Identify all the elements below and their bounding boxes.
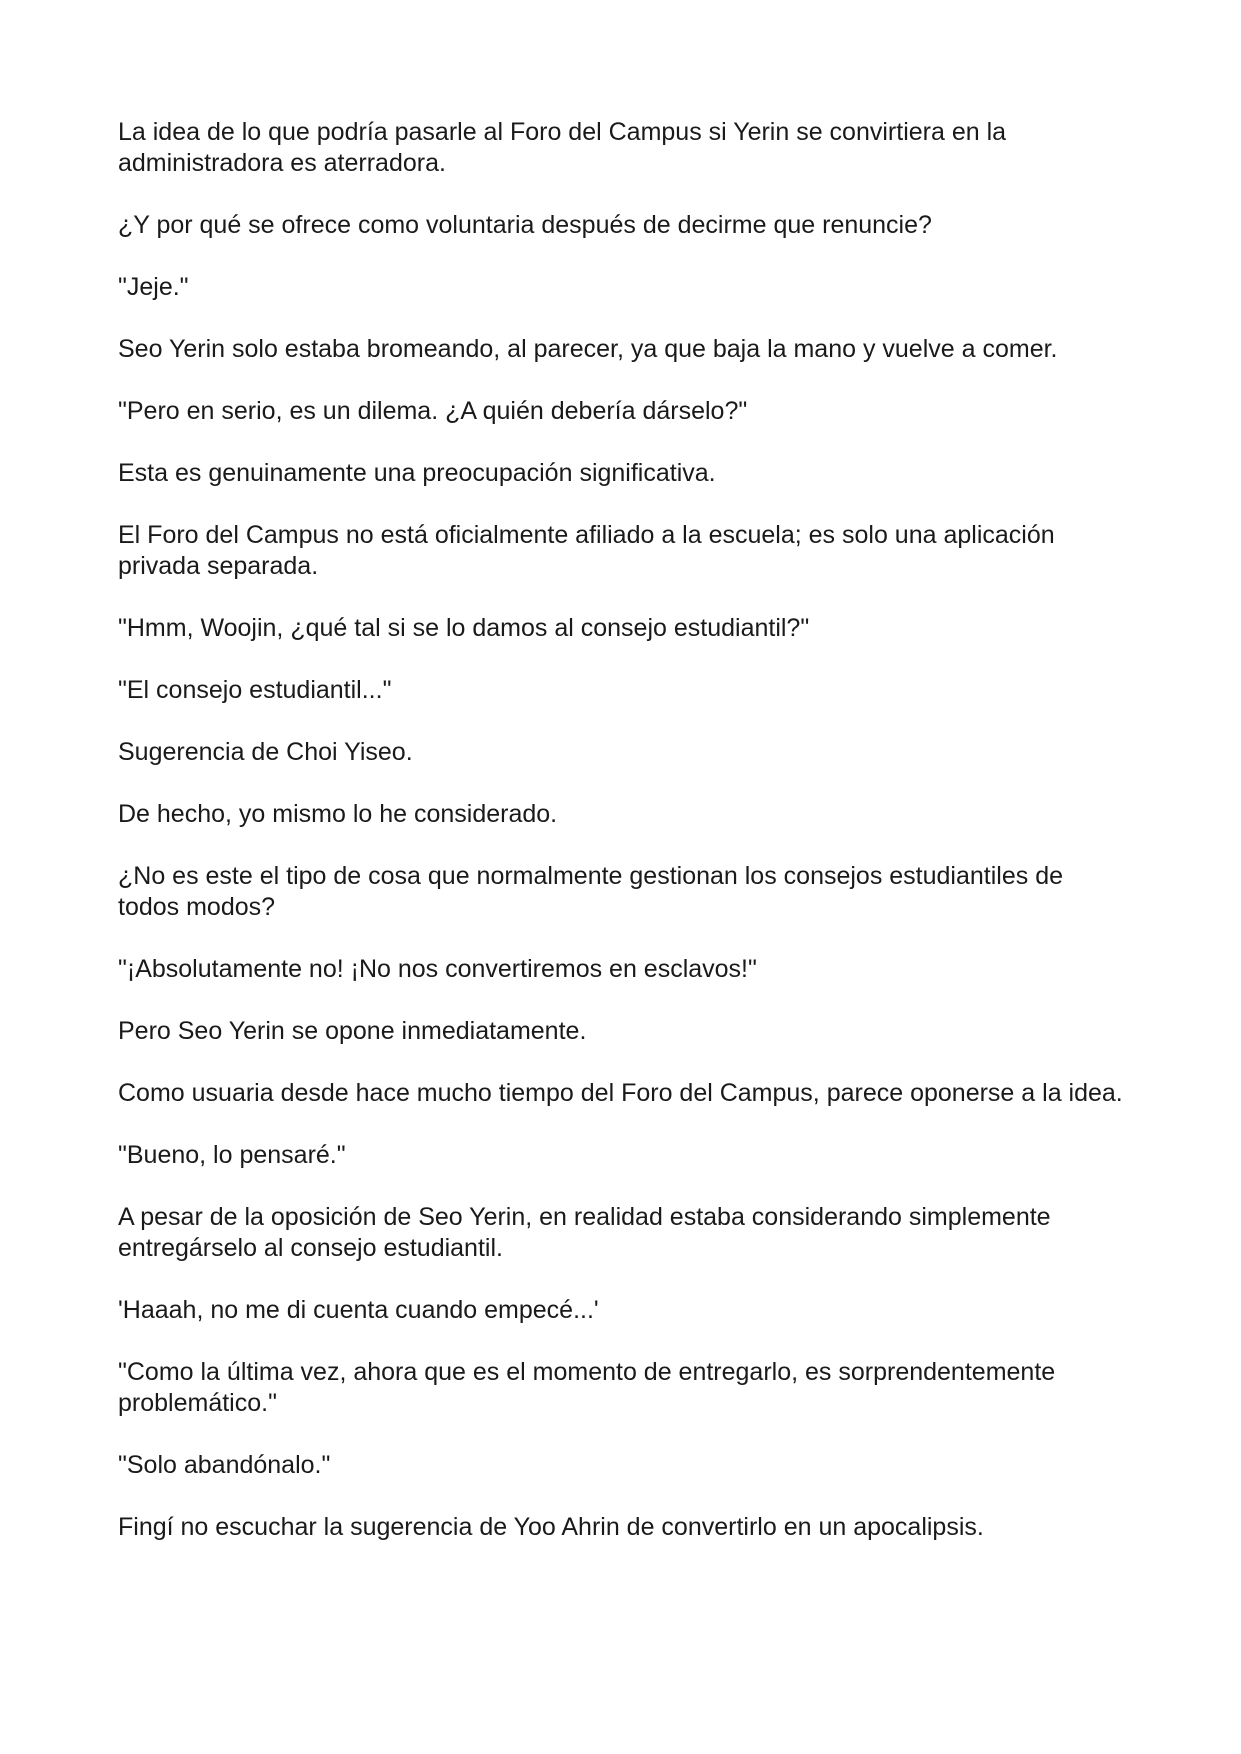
paragraph: El Foro del Campus no está oficialmente afiliado a la escuela; es solo una aplicación privada separada. <box>118 521 1055 580</box>
paragraph: Seo Yerin solo estaba bromeando, al parecer, ya que baja la mano y vuelve a comer. <box>118 335 1058 363</box>
paragraph: ¿Y por qué se ofrece como voluntaria después de decirme que renuncie? <box>118 211 932 239</box>
paragraph: Esta es genuinamente una preocupación significativa. <box>118 459 716 487</box>
paragraph: Fingí no escuchar la sugerencia de Yoo Ahrin de convertirlo en un apocalipsis. <box>118 1513 984 1541</box>
paragraph: 'Haaah, no me di cuenta cuando empecé...' <box>118 1296 599 1324</box>
paragraph: "¡Absolutamente no! ¡No nos convertiremos en esclavos!" <box>118 955 757 983</box>
paragraph: "Solo abandónalo." <box>118 1451 331 1479</box>
paragraph: Como usuaria desde hace mucho tiempo del Foro del Campus, parece oponerse a la idea. <box>118 1079 1123 1107</box>
paragraph: Pero Seo Yerin se opone inmediatamente. <box>118 1017 587 1045</box>
document-body <box>118 117 1128 1574</box>
paragraph: "Como la última vez, ahora que es el momento de entregarlo, es sorprendentemente problemático." <box>118 1358 1056 1417</box>
paragraph: La idea de lo que podría pasarle al Foro del Campus si Yerin se convirtiera en la administradora es aterradora. <box>118 118 1007 177</box>
paragraph: Sugerencia de Choi Yiseo. <box>118 738 413 766</box>
paragraph: "Jeje." <box>118 273 189 301</box>
paragraph: "Bueno, lo pensaré." <box>118 1141 346 1169</box>
paragraph: "Hmm, Woojin, ¿qué tal si se lo damos al consejo estudiantil?" <box>118 614 810 642</box>
paragraph: "Pero en serio, es un dilema. ¿A quién debería dárselo?" <box>118 397 748 425</box>
paragraph: A pesar de la oposición de Seo Yerin, en realidad estaba considerando simplemente entregárselo al consejo estudiantil. <box>118 1203 1051 1262</box>
paragraph: "El consejo estudiantil..." <box>118 676 392 704</box>
paragraph: De hecho, yo mismo lo he considerado. <box>118 800 558 828</box>
paragraph: ¿No es este el tipo de cosa que normalmente gestionan los consejos estudiantiles de todos modos? <box>118 862 1064 921</box>
